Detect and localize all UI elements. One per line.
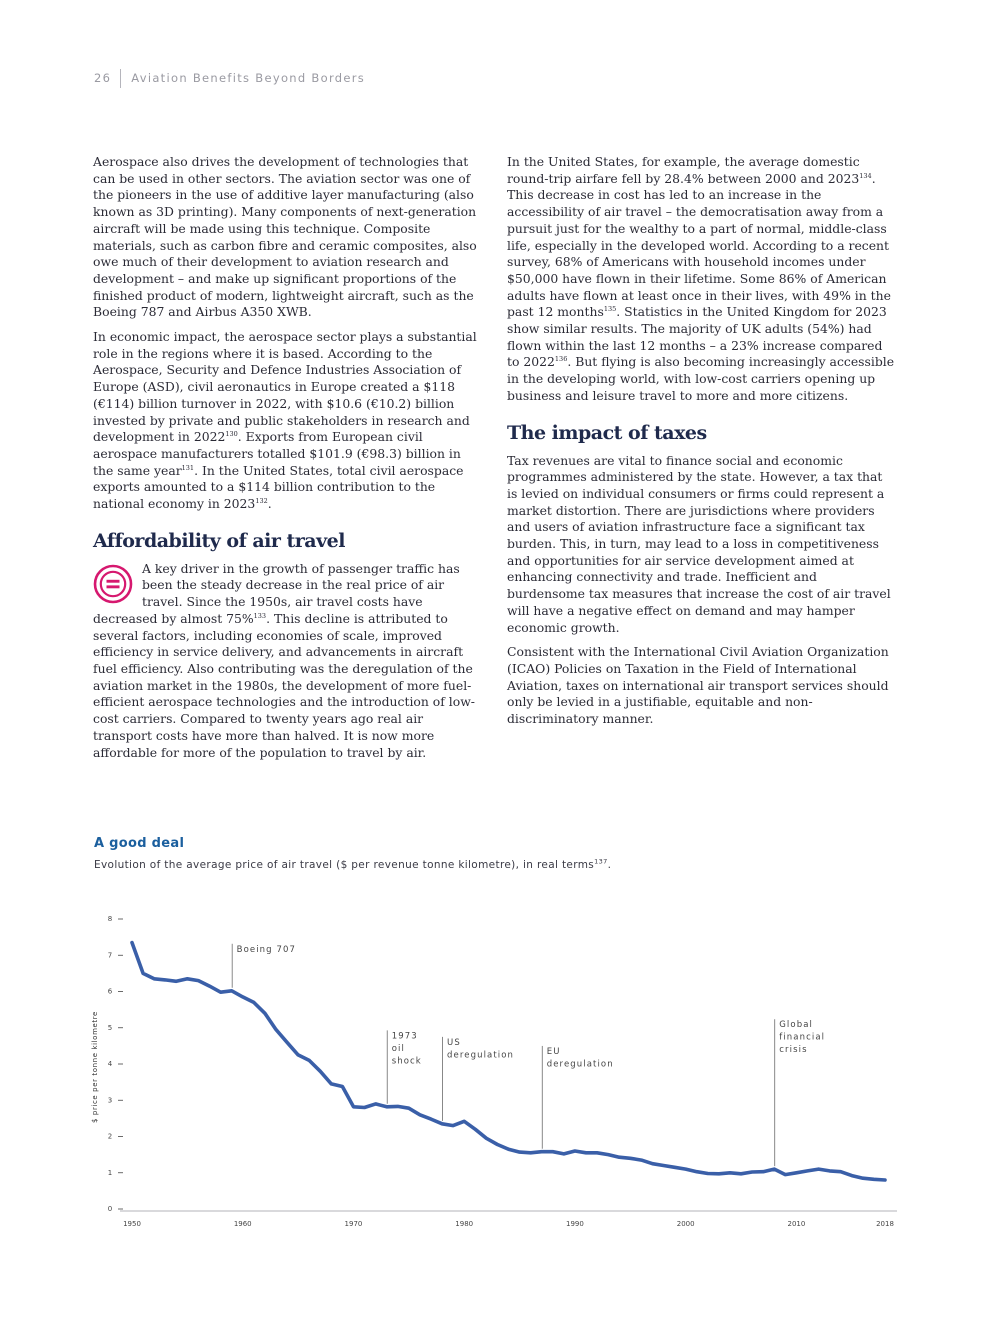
header-divider: [120, 69, 121, 88]
y-tick-label: 0: [107, 1205, 113, 1213]
x-tick-label: 2010: [787, 1220, 806, 1228]
y-tick-label: 6: [107, 987, 113, 996]
x-tick-label: 1980: [455, 1220, 474, 1228]
text-fragment: In economic impact, the aerospace sector plays a substantial role in the regions where it is based. According to the Aerospace, Security and Defence Industries Association of Europe (ASD), civil aeronautics in Europe created a $118 (€114) billion turnover in 2022, with $10.6 (€10.2) billion invested by private and public stakeholders in research and development in 2022: [93, 329, 477, 445]
footnote-ref: 135: [603, 305, 617, 314]
chart-subtitle: [94, 859, 611, 871]
x-tick-label: 2000: [676, 1220, 695, 1228]
paragraph-tax-revenues: Tax revenues are vital to finance social and economic programmes administered by the state. However, a tax that is levied on individual consumers or firms could represent a market distortion. There are jurisdictions where providers and users of aviation infrastructure face a significant tax burden. This, in turn, may lead to a loss in competitiveness and opportunities for air service development aimed at enhancing connectivity and trade. Inefficient and burdensome tax measures that increase the cost of air travel will have a negative effect on demand and may hamper economic growth.: [507, 452, 891, 635]
x-tick-label: 2018: [876, 1220, 894, 1228]
price-series-line: [132, 943, 885, 1180]
x-tick-label: 1990: [566, 1220, 584, 1228]
annotation-label: crisis: [779, 1045, 808, 1056]
chart-title: A good deal: [94, 836, 185, 851]
paragraph-icao-policies: Consistent with the International Civil Aviation Organization (ICAO) Policies on Taxation in the Field of International Aviation, taxes on international air transport services should only be levied in a justifiable, equitable and non-discriminatory manner.: [507, 644, 889, 727]
left-column: [93, 154, 485, 769]
text-fragment: . This decline is attributed to several factors, including economies of scale, improved efficiency in service delivery, and advancements in aircraft fuel efficiency. Also contributing was the deregulation of the aviation market in the 1980s, the development of more fuel-efficient aerospace technologies and the introduction of low-cost carriers. Compared to twenty years ago real air transport costs have more than halved. It is now more affordable for more of the population to travel by air.: [93, 610, 475, 760]
footnote-ref: 130: [225, 430, 238, 439]
x-tick-label: 1970: [344, 1220, 363, 1228]
y-tick-label: 2: [107, 1132, 113, 1141]
footnote-ref: 133: [253, 611, 267, 620]
text-fragment: . But flying is also becoming increasingly accessible in the developing world, with low-cost carriers opening up business and leisure travel to more and more citizens.: [507, 354, 895, 403]
document-title: Aviation Benefits Beyond Borders: [131, 71, 366, 85]
paragraph-economic-impact: [93, 329, 485, 513]
page-number: 26: [94, 71, 112, 85]
annotation-label: 1973: [391, 1031, 418, 1042]
y-tick-label: 1: [107, 1168, 113, 1177]
paragraph-affordability: [93, 561, 485, 761]
right-column: [507, 154, 895, 736]
footnote-ref: 131: [181, 463, 195, 472]
annotation-label: Boeing 707: [236, 944, 297, 955]
y-tick-label: 3: [107, 1096, 113, 1105]
text-fragment: . This decrease in cost has led to an increase in the accessibility of air travel – the democratisation away from a pursuit just for the wealthy to a part of normal, middle-class life, especially in the developed world. According to a recent survey, 68% of Americans with household incomes under $50,000 have flown in their lifetime. Some 86% of American adults have flown at least once in their lives, with 49% in the past 12 months: [507, 170, 891, 320]
footnote-ref: 132: [255, 496, 268, 505]
annotation-label: deregulation: [447, 1050, 515, 1061]
text-fragment: .: [267, 496, 272, 512]
text-fragment: . Exports from European civil aerospace manufacturers totalled $101.9 (€98.3) billion in the same year: [93, 429, 461, 478]
y-tick-label: 5: [107, 1023, 113, 1032]
text-fragment: .: [607, 859, 612, 871]
y-tick-label: 8: [107, 915, 113, 923]
heading-affordability: Affordability of air travel: [93, 529, 345, 552]
annotation-label: oil: [391, 1043, 405, 1054]
x-tick-label: 1960: [233, 1220, 252, 1228]
annotation-label: EU: [546, 1046, 561, 1057]
annotation-label: US: [447, 1037, 461, 1048]
text-fragment: . In the United States, total civil aerospace exports amounted to a $114 billion contribution to the national economy in 2023: [93, 462, 464, 512]
annotation-label: shock: [391, 1056, 422, 1067]
paragraph-aerospace-technologies: Aerospace also drives the development of technologies that can be used in other sectors. The aviation sector was one of the pioneers in the use of additive layer manufacturing (also known as 3D printing). Many components of next-generation aircraft will be made using this technique. Composite materials, such as carbon fibre and ceramic composites, also owe much of their development to aviation research and development – and make up significant proportions of the finished product of modern, lightweight aircraft, such as the Boeing 787 and Airbus A350 XWB.: [93, 154, 477, 320]
equality-icon: [93, 564, 133, 604]
annotation-label: Global: [779, 1020, 813, 1031]
text-fragment: In the United States, for example, the average domestic round-trip airfare fell by 28.4% between 2000 and 2023: [507, 154, 860, 186]
footnote-ref: 136: [554, 355, 568, 364]
y-tick-label: 4: [107, 1060, 113, 1068]
text-fragment: . Statistics in the United Kingdom for 2023 show similar results. The majority of UK adults (54%) had flown within the last 12 months – a 23% increase compared to 2022: [507, 304, 887, 370]
paragraph-us-airfare: [507, 154, 895, 405]
x-tick-label: 1950: [123, 1220, 141, 1228]
footnote-ref: 137: [594, 857, 608, 866]
y-axis-label: $ price per tonne kilometre: [91, 1011, 99, 1123]
text-fragment: A key driver in the growth of passenger traffic has been the steady decrease in the real price of air travel. Since the 1950s, air travel costs have decreased by almost 75%: [93, 560, 460, 626]
price-line-chart: [80, 900, 910, 1240]
annotation-label: financial: [779, 1032, 826, 1043]
y-tick-label: 7: [107, 951, 113, 960]
footnote-ref: 134: [859, 171, 872, 180]
heading-taxes: The impact of taxes: [507, 421, 707, 444]
annotation-label: deregulation: [546, 1059, 614, 1070]
text-fragment: Evolution of the average price of air travel ($ per revenue tonne kilometre), in real terms: [94, 859, 595, 871]
page-header: [94, 68, 365, 88]
